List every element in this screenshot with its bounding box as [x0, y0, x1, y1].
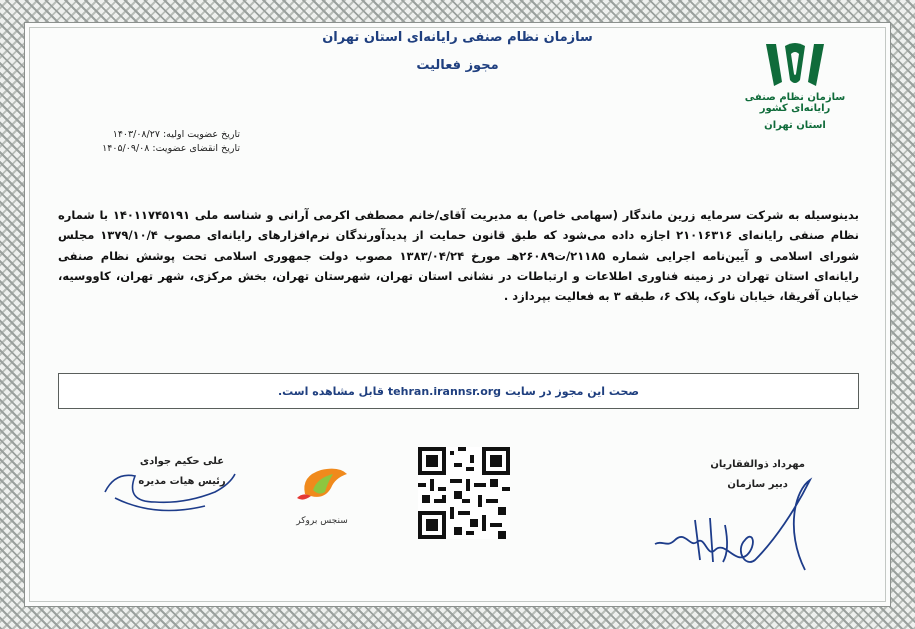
chairman-name: علی حکیم جوادی	[139, 456, 225, 467]
expiry-label: تاریخ انقضای عضویت:	[152, 143, 240, 154]
doc-title: مجوز فعالیت	[416, 58, 499, 73]
logo	[735, 40, 855, 170]
verification-box	[58, 373, 859, 409]
license-body-text: بدینوسیله به شرکت سرمایه زرین ماندگار (سهامی خاص) به مدیریت آقای/خانم مصطفی اکرمی آرانی و شناسه ملی ۱۴۰۱۱۷۴۵۱۹۱ با شماره نظام صنفی رایانه‌ای ۲۱۰۱۶۳۱۶ اجازه داده می‌شود که طبق قانون حمایت از پدیدآورندگان نرم‌افزارهای رایانه‌ای مصوب ۱۳۷۹/۱۰/۴ مجلس شورای اسلامی و آیین‌نامه اجرایی شماره ۲۱۱۸۵/ت۲۶۰۸۹هـ مورخ ۱۳۸۳/۰۴/۲۴ مصوب دولت جمهوری اسلامی تحت پوشش نظام صنفی رایانه‌ای استان تهران در زمینه فناوری اطلاعات و ارتباطات در نشانی استان تهران، شهرستان تهران، بخش مرکزی، شهر تهران، کاووسیه، خیابان آفریقا، خیابان ناوک، پلاک ۶، طبقه ۳ به فعالیت بپردازد .	[58, 208, 859, 304]
expiry-value: ۱۴۰۵/۰۹/۰۸	[102, 143, 150, 154]
nsr-emblem-icon	[760, 40, 830, 90]
verify-url-link[interactable]: tehran.irannsr.org	[387, 384, 502, 398]
chairman-title: رئیس هیات مدیره	[138, 476, 226, 487]
logo-name: سازمان نظام صنفی رایانه‌ای کشور	[744, 92, 846, 114]
verify-suffix: قابل مشاهده است.	[277, 384, 384, 398]
sponsor-label: سنجس بروکر	[296, 516, 348, 526]
sponsor-logo	[282, 464, 362, 526]
org-title: سازمان نظام صنفی رایانه‌ای استان تهران	[322, 30, 593, 45]
secretary-signature	[635, 470, 835, 580]
first-membership-value: ۱۴۰۳/۰۸/۲۷	[112, 129, 160, 140]
expiry-row	[60, 142, 240, 156]
logo-province: استان تهران	[764, 120, 826, 131]
secretary-title: دبیر سازمان	[727, 479, 788, 490]
first-membership-label: تاریخ عضویت اولیه:	[162, 129, 240, 140]
chairman-signature	[95, 462, 245, 522]
verify-prefix: صحت این مجوز در سایت	[505, 384, 640, 398]
qr-code-icon	[418, 447, 510, 539]
secretary-name: مهرداد ذوالفقاریان	[710, 459, 805, 470]
first-membership-row	[60, 128, 240, 142]
sponsor-logo-icon	[291, 464, 353, 510]
membership-dates	[60, 128, 240, 156]
